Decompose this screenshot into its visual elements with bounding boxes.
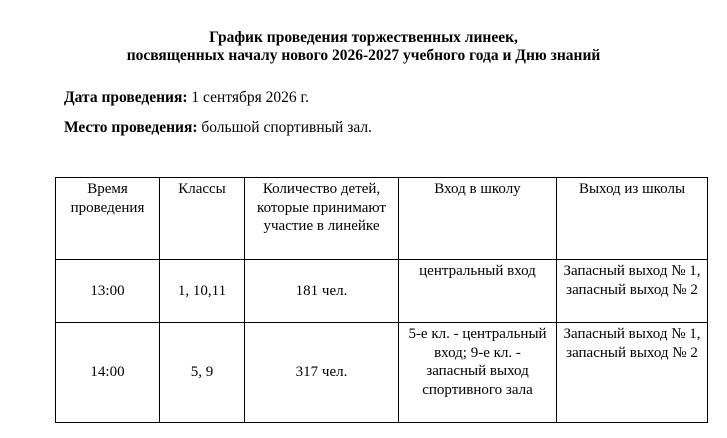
header-time: Время проведения (56, 178, 160, 260)
cell-children-count: 317 чел. (245, 323, 399, 423)
event-date-value: 1 сентября 2026 г. (187, 89, 309, 106)
header-exit: Выход из школы (557, 178, 708, 260)
document-title-line-2: посвященных началу нового 2026-2027 учебного года и Дню знаний (126, 47, 601, 64)
cell-classes: 5, 9 (160, 323, 245, 423)
event-place-label: Место проведения: (64, 119, 198, 136)
table-row (56, 323, 708, 423)
cell-time: 14:00 (56, 323, 160, 423)
event-date (64, 88, 309, 108)
event-place (64, 118, 372, 138)
table-row (56, 260, 708, 323)
header-classes: Классы (160, 178, 245, 260)
schedule-table (55, 177, 708, 423)
cell-children-count: 181 чел. (245, 260, 399, 323)
cell-time: 13:00 (56, 260, 160, 323)
cell-entry: 5-е кл. - центральный вход; 9-е кл. - запасный выход спортивного зала (399, 323, 557, 423)
header-entry: Вход в школу (399, 178, 557, 260)
table-header-row (56, 178, 708, 260)
event-date-label: Дата проведения: (64, 89, 188, 106)
cell-exit: Запасный выход № 1, запасный выход № 2 (557, 260, 708, 323)
event-place-value: большой спортивный зал. (197, 119, 372, 136)
cell-classes: 1, 10,11 (160, 260, 245, 323)
cell-exit: Запасный выход № 1, запасный выход № 2 (557, 323, 708, 423)
document-title-line-1: График проведения торжественных линеек, (209, 29, 518, 46)
header-children-count: Количество детей, которые принимают участие в линейке (245, 178, 399, 260)
cell-entry: центральный вход (399, 260, 557, 323)
